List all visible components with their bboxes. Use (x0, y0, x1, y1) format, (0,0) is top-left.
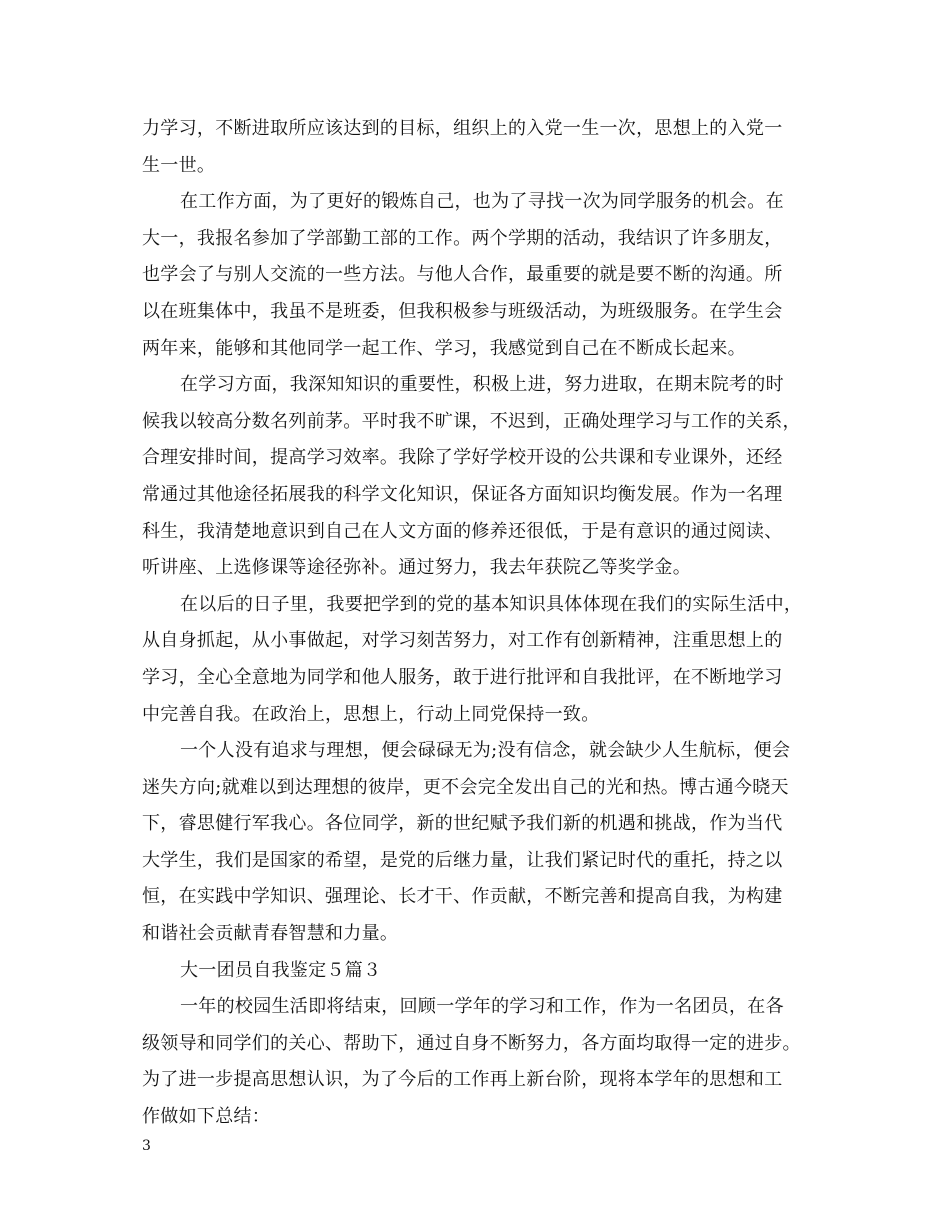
page-number: 3 (142, 1138, 151, 1154)
text-line: 为了进一步提高思想认识，为了今后的工作再上新台阶，现将本学年的思想和工 (142, 1069, 783, 1091)
text-line: 在学习方面，我深知知识的重要性，积极上进，努力进取，在期末院考的时 (180, 374, 784, 396)
document-body (142, 111, 822, 1136)
text-line: 下，睿思健行军我心。各位同学，新的世纪赋予我们新的机遇和挑战，作为当代 (142, 813, 783, 835)
text-line: 力学习，不断进取所应该达到的目标，组织上的入党一生一次，思想上的入党一 (142, 118, 783, 139)
text-line: 大学生，我们是国家的希望，是党的后继力量，让我们紧记时代的重托，持之以 (142, 849, 783, 871)
paragraph (142, 733, 822, 953)
paragraph (142, 587, 822, 733)
text-line: 一年的校园生活即将结束，回顾一学年的学习和工作，作为一名团员，在各 (180, 996, 784, 1018)
text-line: 两年来，能够和其他同学一起工作、学习，我感觉到自己在不断成长起来。 (142, 337, 746, 359)
text-line: 在工作方面，为了更好的锻炼自己，也为了寻找一次为同学服务的机会。在 (180, 191, 784, 213)
text-line: 恒，在实践中学知识、强理论、长才干、作贡献，不断完善和提高自我，为构建 (142, 886, 783, 908)
text-line: 大一，我报名参加了学部勤工部的工作。两个学期的活动，我结识了许多朋友， (142, 227, 783, 249)
text-line: 以在班集体中，我虽不是班委，但我积极参与班级活动，为班级服务。在学生会 (142, 300, 783, 322)
text-line: 科生，我清楚地意识到自己在人文方面的修养还很低，于是有意识的通过阅读、 (142, 520, 783, 542)
text-line: 听讲座、上选修课等途径弥补。通过努力，我去年获院乙等奖学金。 (142, 557, 691, 579)
text-line: 级领导和同学们的关心、帮助下，通过自身不断努力，各方面均取得一定的进步。 (142, 1032, 801, 1054)
text-line: 一个人没有追求与理想，便会碌碌无为;没有信念，就会缺少人生航标，便会 (180, 740, 791, 762)
text-line: 也学会了与别人交流的一些方法。与他人合作，最重要的就是要不断的沟通。所 (142, 264, 783, 286)
text-line: 和谐社会贡献青春智慧和力量。 (142, 923, 399, 945)
text-line: 候我以较高分数名列前茅。平时我不旷课，不迟到，正确处理学习与工作的关系， (142, 410, 801, 432)
text-line: 大一团员自我鉴定５篇３ (180, 959, 382, 981)
text-line: 学习，全心全意地为同学和他人服务，敢于进行批评和自我批评，在不断地学习 (142, 666, 783, 688)
paragraph (142, 367, 822, 587)
text-line: 从自身抓起，从小事做起，对学习刻苦努力，对工作有创新精神，注重思想上的 (142, 630, 783, 652)
paragraph (142, 184, 822, 367)
text-line: 迷失方向;就难以到达理想的彼岸，更不会完全发出自己的光和热。博古通今晓天 (142, 776, 789, 798)
text-line: 生一世。 (142, 154, 216, 176)
paragraph (142, 989, 822, 1135)
text-line: 在以后的日子里，我要把学到的党的基本知识具体体现在我们的实际生活中， (180, 593, 803, 615)
text-line: 常通过其他途径拓展我的科学文化知识，保证各方面知识均衡发展。作为一名理 (142, 483, 783, 505)
text-line: 中完善自我。在政治上，思想上，行动上同党保持一致。 (142, 703, 600, 725)
text-line: 作做如下总结： (142, 1106, 271, 1128)
paragraph (142, 111, 822, 184)
paragraph (142, 953, 822, 990)
text-line: 合理安排时间，提高学习效率。我除了学好学校开设的公共课和专业课外，还经 (142, 447, 783, 469)
